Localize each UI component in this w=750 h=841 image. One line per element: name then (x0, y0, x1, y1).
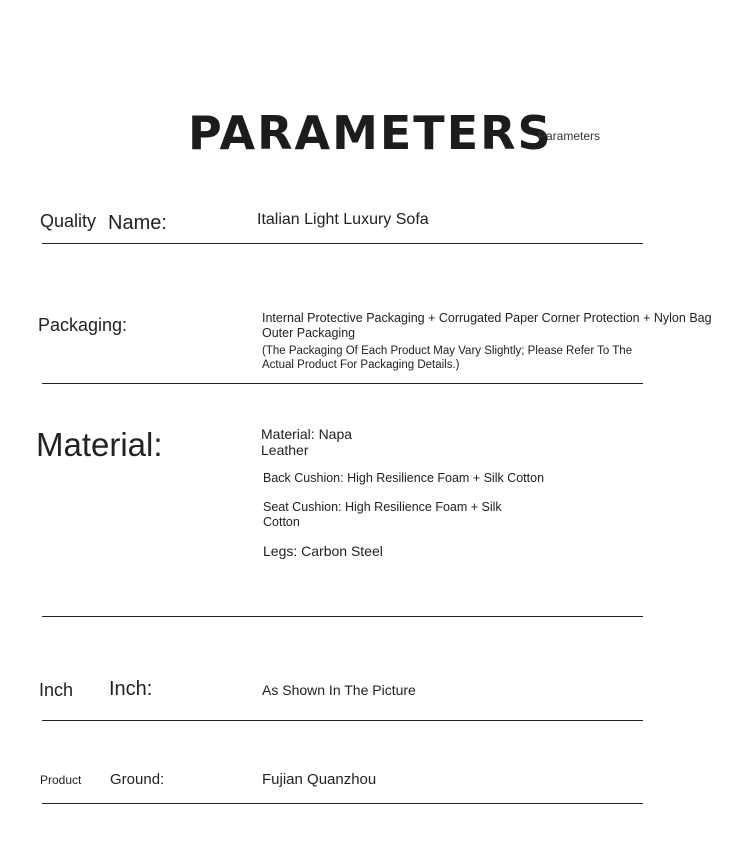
packaging-label: Packaging: (38, 315, 128, 335)
inch-label-right: Inch: (109, 678, 153, 700)
material-item: Back Cushion: High Resilience Foam + Silk Cotton (263, 471, 545, 485)
product-label: Product (40, 773, 82, 787)
page-title: PARAMETERS (188, 106, 553, 160)
ground-value: Fujian Quanzhou (262, 771, 377, 788)
packaging-note: (The Packaging Of Each Product May Vary Slightly; Please Refer To The Actual Product For Packaging Details.) (262, 345, 633, 371)
inch-value: As Shown In The Picture (262, 682, 416, 698)
material-item: Seat Cushion: High Resilience Foam + Silk Cotton (263, 500, 502, 529)
packaging-value: Internal Protective Packaging + Corrugated Paper Corner Protection + Nylon Bag Outer Packaging (262, 311, 712, 340)
name-value: Italian Light Luxury Sofa (257, 211, 429, 228)
divider (42, 803, 643, 804)
material-item: Material: Napa Leather (261, 426, 353, 458)
page-subtitle: Parameters (538, 129, 601, 143)
material-item: Legs: Carbon Steel (263, 543, 383, 559)
ground-label: Ground: (110, 771, 165, 788)
material-label: Material: (36, 426, 163, 463)
divider (42, 383, 643, 384)
quality-label: Quality (40, 211, 97, 231)
divider (42, 616, 643, 617)
divider (42, 243, 643, 244)
divider (42, 720, 643, 721)
name-label: Name: (108, 212, 167, 234)
inch-label: Inch (39, 680, 74, 700)
